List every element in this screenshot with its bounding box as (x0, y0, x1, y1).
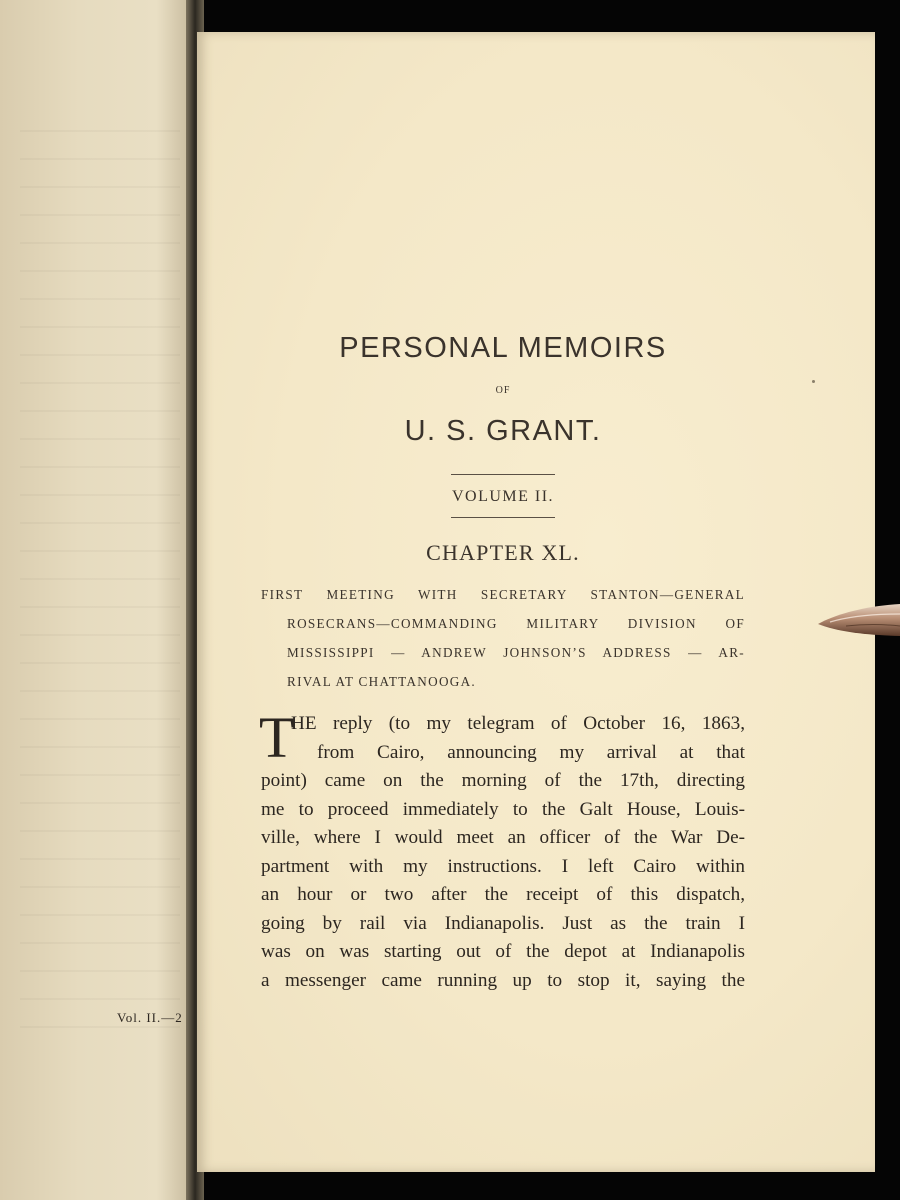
summary-line: MISSISSIPPI — ANDREW JOHNSON’S ADDRESS — AR- (287, 645, 745, 660)
book-title: PERSONAL MEMOIRS (339, 332, 667, 364)
book-author: U. S. GRANT. (404, 415, 602, 447)
volume-rule (451, 517, 555, 518)
page-content (261, 328, 745, 995)
volume-label: VOLUME II. (451, 488, 555, 505)
chapter-summary (261, 580, 745, 696)
title-of: OF (495, 385, 511, 396)
summary-line: ROSECRANS—COMMANDING MILITARY DIVISION OF (287, 616, 745, 631)
body-line: point) came on the morning of the 17th, directing (261, 770, 745, 791)
drop-cap: T (259, 705, 295, 770)
summary-line: FIRST MEETING WITH SECRETARY STANTON—GENERAL (261, 587, 745, 602)
body-text (259, 705, 745, 995)
body-line: ville, where I would meet an officer of the War De- (261, 827, 745, 848)
signature-mark: Vol. II.—2 (117, 1010, 183, 1025)
paper-speck (812, 380, 815, 383)
chapter-heading: CHAPTER XL. (426, 540, 580, 565)
body-line: a messenger came running up to stop it, saying the (261, 969, 745, 991)
body-line: going by rail via Indianapolis. Just as the train I (261, 912, 745, 934)
body-line: me to proceed immediately to the Galt House, Louis- (261, 798, 745, 820)
summary-line: RIVAL AT CHATTANOOGA. (287, 674, 477, 689)
right-page (197, 32, 875, 1172)
body-line: an hour or two after the receipt of this dispatch, (261, 884, 745, 905)
body-line: partment with my instructions. I left Cairo within (261, 855, 745, 877)
title-rule (451, 474, 555, 475)
left-page-bleedthrough (20, 130, 180, 1030)
body-line: HE reply (to my telegram of October 16, 1863, (291, 713, 745, 734)
body-line: from Cairo, announcing my arrival at that (317, 741, 745, 763)
body-line: was on was starting out of the depot at Indianapolis (261, 941, 745, 962)
bookmark-pen-nib-icon (816, 602, 900, 638)
